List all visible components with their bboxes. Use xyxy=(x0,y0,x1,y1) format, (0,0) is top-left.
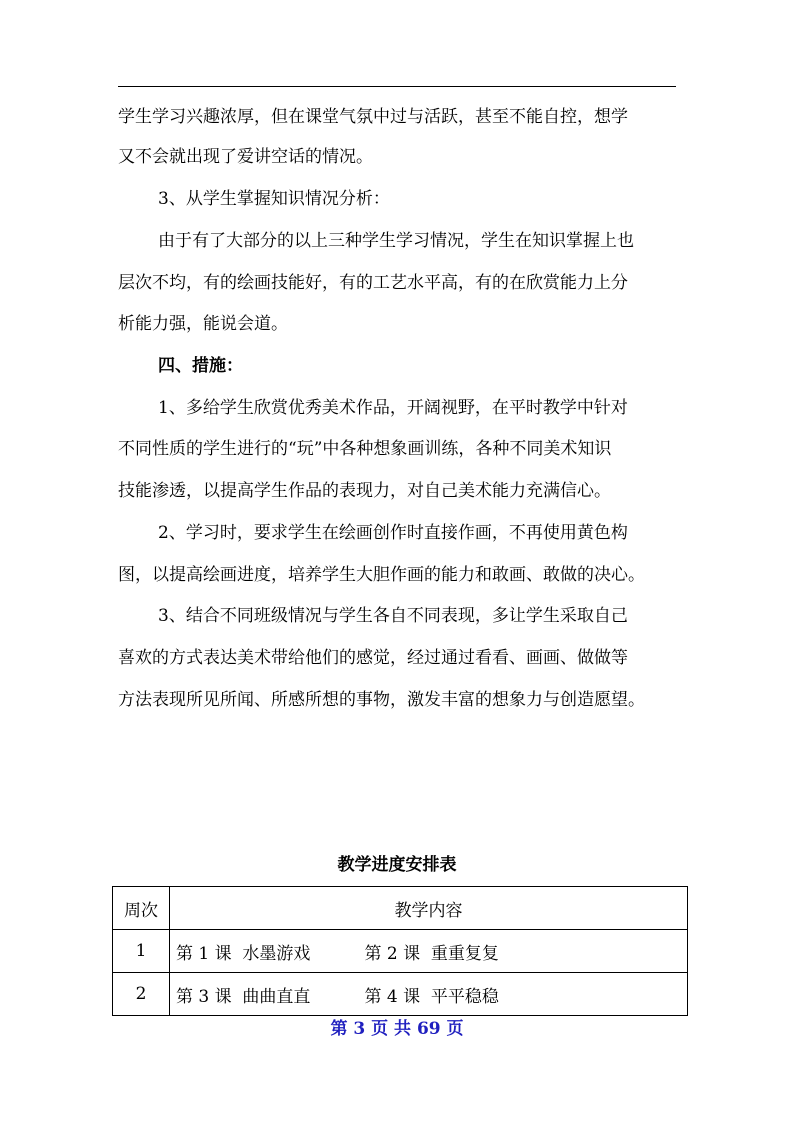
page-number-footer: 第 3 页 共 69 页 xyxy=(330,1019,464,1039)
body-line-3: 3、从学生掌握知识情况分析： xyxy=(158,189,390,209)
header-content: 教学内容 xyxy=(170,887,688,930)
section-heading-measures: 四、措施： xyxy=(158,356,243,376)
body-line-8: 1、多给学生欣赏优秀美术作品，开阔视野，在平时教学中针对 xyxy=(158,398,628,418)
table-header-row xyxy=(113,887,688,930)
table-title: 教学进度安排表 xyxy=(337,855,457,875)
table-row xyxy=(113,930,688,973)
body-line-1: 学生学习兴趣浓厚，但在课堂气氛中过与活跃，甚至不能自控，想学 xyxy=(118,107,628,127)
row-week: 1 xyxy=(113,930,170,973)
body-line-6: 析能力强，能说会道。 xyxy=(118,314,288,334)
body-line-13: 3、结合不同班级情况与学生各自不同表现，多让学生采取自己 xyxy=(158,606,628,626)
schedule-table xyxy=(112,886,688,1016)
body-line-2: 又不会就出现了爱讲空话的情况。 xyxy=(118,147,373,167)
table-row xyxy=(113,973,688,1016)
row-week: 2 xyxy=(113,973,170,1016)
row-content: 第 3 课 曲曲直直 第 4 课 平平稳稳 xyxy=(170,973,688,1016)
body-line-12: 图，以提高绘画进度，培养学生大胆作画的能力和敢画、敢做的决心。 xyxy=(118,565,645,585)
body-line-11: 2、学习时，要求学生在绘画创作时直接作画，不再使用黄色构 xyxy=(158,523,628,543)
header-rule xyxy=(118,86,676,87)
body-line-14: 喜欢的方式表达美术带给他们的感觉，经过通过看看、画画、做做等 xyxy=(118,648,628,668)
row-content: 第 1 课 水墨游戏 第 2 课 重重复复 xyxy=(170,930,688,973)
body-line-4: 由于有了大部分的以上三种学生学习情况，学生在知识掌握上也 xyxy=(158,231,634,251)
body-line-10: 技能渗透，以提高学生作品的表现力，对自己美术能力充满信心。 xyxy=(118,481,611,501)
body-line-5: 层次不均，有的绘画技能好，有的工艺水平高，有的在欣赏能力上分 xyxy=(118,273,628,293)
body-line-9: 不同性质的学生进行的“玩”中各种想象画训练，各种不同美术知识 xyxy=(118,439,612,459)
header-week: 周次 xyxy=(113,887,170,930)
body-line-15: 方法表现所见所闻、所感所想的事物，激发丰富的想象力与创造愿望。 xyxy=(118,690,645,710)
